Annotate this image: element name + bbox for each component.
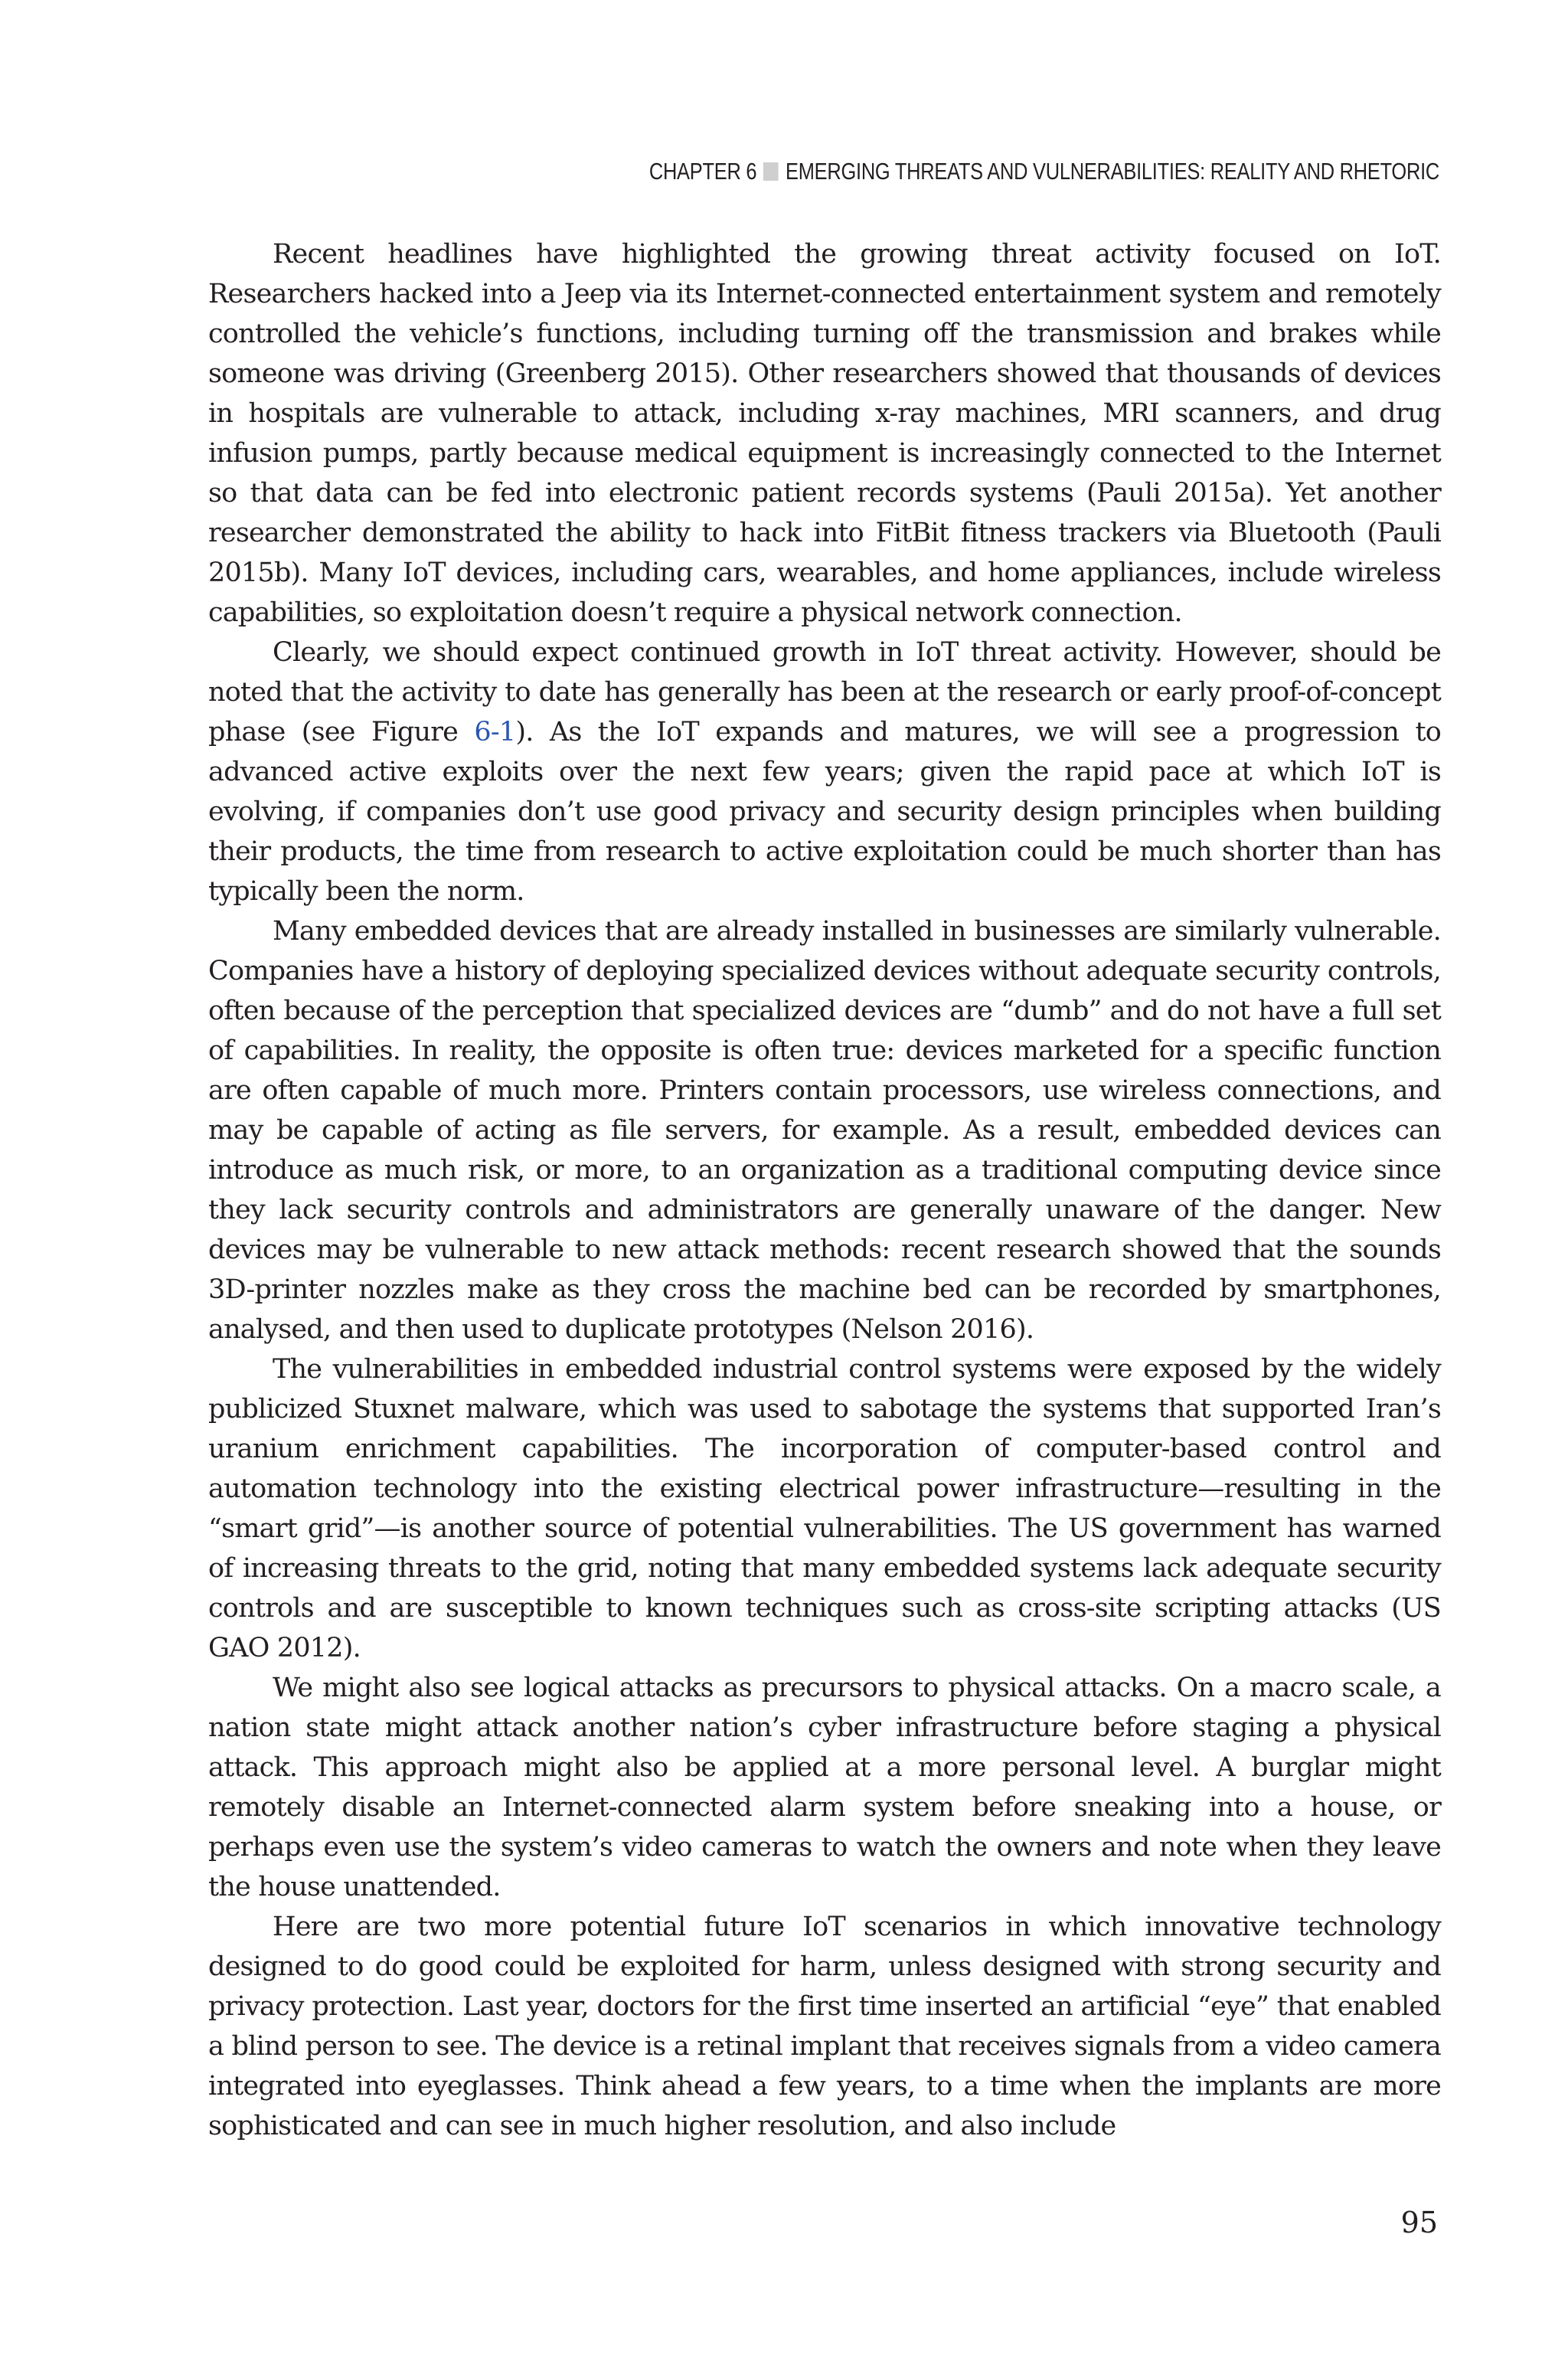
page-number: 95 [1400, 2206, 1438, 2239]
running-head [429, 158, 1439, 185]
separator-square-icon [763, 162, 779, 181]
paragraph-text: ). As the IoT expands and matures, we will see a progression to advanced active exploits over the next few years; given the rapid pace at which IoT is evolving, if companies don’t use good privacy and security design principles when building their products, the time from research to active exploitation could be much shorter than has typically been the norm. [208, 717, 1442, 907]
paragraph-text: Clearly, we should expect continued growth in IoT threat activity. However, should be noted that the activity to date has generally has been at the research or early proof-of-concept phase (see Figure [208, 637, 1441, 747]
paragraph: Many embedded devices that are already installed in businesses are similarly vulnerable. Companies have a history of deploying specialized devices without adequate security controls, often because of the perception that specialized devices are “dumb” and do not have a full set of capabilities. In reality, the opposite is often true: devices marketed for a specific function are often capable of much more. Printers contain processors, use wireless connections, and may be capable of acting as file servers, for example. As a result, embedded devices can introduce as much risk, or more, to an organization as a traditional computing device since they lack security controls and administrators are generally unaware of the danger. New devices may be vulnerable to new attack methods: recent research showed that the sounds 3D-printer nozzles make as they cross the machine bed can be recorded by smartphones, analysed, and then used to duplicate prototypes (Nelson 2016). [208, 916, 1441, 1345]
paragraph: We might also see logical attacks as precursors to physical attacks. On a macro scale, a nation state might attack another nation’s cyber infrastructure before staging a physical attack. This approach might also be applied at a more personal level. A burglar might remotely disable an Internet-connected alarm system before sneaking into a house, or perhaps even use the system’s video cameras to watch the owners and note when they leave the house unattended. [208, 1673, 1441, 1902]
paragraph: Here are two more potential future IoT scenarios in which innovative technology designed to do good could be exploited for harm, unless designed with strong security and privacy protection. Last year, doctors for the first time inserted an artificial “eye” that enabled a blind person to see. The device is a retinal implant that receives signals from a video camera integrated into eyeglasses. Think ahead a few years, to a time when the implants are more sophisticated and can see in much higher resolution, and also include [208, 1912, 1441, 2141]
figure-reference-link[interactable]: 6-1 [474, 717, 516, 747]
chapter-label: CHAPTER 6 [648, 158, 757, 185]
paragraph: The vulnerabilities in embedded industrial control systems were exposed by the widely publicized Stuxnet malware, which was used to sabotage the systems that supported Iran’s uranium enrichment capabilities. The incorporation of computer-based control and automation technology into the existing electrical power infrastructure—resulting in the “smart grid”—is another source of potential vulnerabilities. The US government has warned of increasing threats to the grid, noting that many embedded systems lack adequate security controls and are susceptible to known techniques such as cross-site scripting attacks (US GAO 2012). [208, 1354, 1441, 1663]
paragraph: Recent headlines have highlighted the growing threat activity focused on IoT. Researchers hacked into a Jeep via its Internet-connected entertainment system and remotely controlled the vehicle’s functions, including turning off the transmission and brakes while someone was driving (Greenberg 2015). Other researchers showed that thousands of devices in hospitals are vulnerable to attack, including x-ray machines, MRI scanners, and drug infusion pumps, partly because medical equipment is increasingly connected to the Internet so that data can be fed into electronic patient records systems (Pauli 2015a). Yet another researcher demonstrated the ability to hack into FitBit fitness trackers via Bluetooth (Pauli 2015b). Many IoT devices, including cars, wearables, and home appliances, include wireless capabilities, so exploitation doesn’t require a physical network connection. [208, 239, 1441, 628]
body-text [208, 234, 1441, 2146]
chapter-title: EMERGING THREATS AND VULNERABILITIES: REALITY AND RHETORIC [786, 158, 1439, 185]
paragraph [208, 633, 1441, 911]
